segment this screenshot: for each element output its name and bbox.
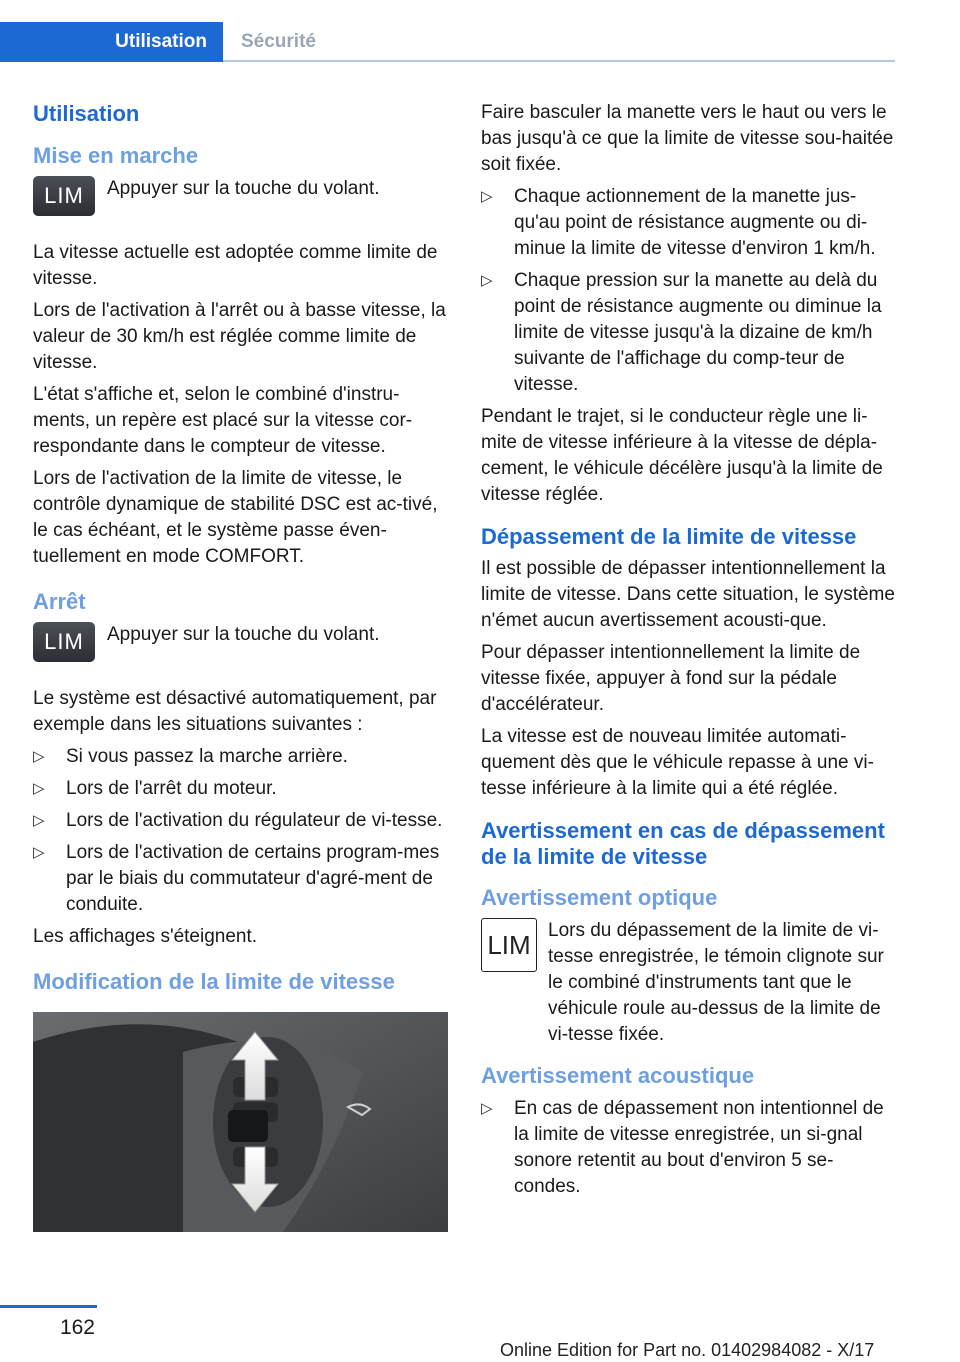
triangle-bullet-icon: ▷ bbox=[33, 780, 45, 797]
paragraph: Les affichages s'éteignent. bbox=[33, 926, 258, 947]
avertissement-heading: Avertissement en cas de dépassement de la limite de vitesse bbox=[481, 818, 885, 869]
lim-button-icon: LIM bbox=[33, 176, 95, 216]
paragraph: Lors de l'activation de la limite de vitesse, le contrôle dynamique de stabilité DSC est ac-tivé, le cas échéant, et le système passe éven-tuellement en mode COMFORT. bbox=[33, 468, 438, 567]
triangle-bullet-icon: ▷ bbox=[33, 844, 45, 861]
tab-divider bbox=[223, 60, 895, 62]
optique-instruction bbox=[481, 918, 896, 1048]
footer-rule bbox=[0, 1305, 97, 1308]
edition-note: Online Edition for Part no. 01402984082 - X/17 bbox=[500, 1340, 875, 1360]
acoustique-list bbox=[481, 1096, 896, 1200]
chapter-tabs bbox=[0, 22, 895, 62]
list-item: ▷ Lors de l'arrêt du moteur. bbox=[33, 776, 448, 802]
instruction-text: Lors du dépassement de la limite de vi-tesse enregistrée, le témoin clignote sur le combiné d'instruments tant que le véhicule roule au-dessus de la limite de vi-tesse fixée. bbox=[548, 920, 884, 1045]
mise-en-marche-heading: Mise en marche bbox=[33, 143, 199, 168]
triangle-bullet-icon: ▷ bbox=[33, 748, 45, 765]
tab-securite[interactable]: Sécurité bbox=[241, 31, 316, 52]
left-column bbox=[33, 100, 448, 1240]
arret-instruction bbox=[33, 622, 448, 682]
paragraph: Le système est désactivé automatiquement, par exemple dans les situations suivantes : bbox=[33, 688, 437, 735]
list-item: ▷ Chaque pression sur la manette au delà du point de résistance augmente ou diminue la limite de vitesse jusqu'à la dizaine de km/h suivante de l'affichage du comp-teur de vitesse. bbox=[481, 270, 882, 395]
steering-wheel-photo bbox=[33, 1012, 448, 1232]
paragraph: L'état s'affiche et, selon le combiné d'instru-ments, un repère est placé sur la vitesse cor-respondante dans le compteur de vitesse. bbox=[33, 384, 413, 457]
paragraph: La vitesse actuelle est adoptée comme limite de vitesse. bbox=[33, 242, 438, 289]
lim-button-icon: LIM bbox=[33, 622, 95, 662]
list-item: ▷ Si vous passez la marche arrière. bbox=[33, 744, 448, 770]
paragraph: Lors de l'activation à l'arrêt ou à basse vitesse, la valeur de 30 km/h est réglée comme limite de vitesse. bbox=[33, 300, 446, 373]
paragraph: Il est possible de dépasser intentionnellement la limite de vitesse. Dans cette situation, le système n'émet aucun avertissement acousti-que. bbox=[481, 558, 895, 631]
list-item: ▷ Lors de l'activation du régulateur de vi-tesse. bbox=[33, 808, 448, 834]
deactivation-list bbox=[33, 744, 448, 918]
depassement-heading: Dépassement de la limite de vitesse bbox=[481, 524, 857, 549]
paragraph: Pour dépasser intentionnellement la limite de vitesse fixée, appuyer à fond sur la pédale d'accélérateur. bbox=[481, 642, 861, 715]
modification-heading: Modification de la limite de vitesse bbox=[33, 969, 395, 994]
list-item: ▷ En cas de dépassement non intentionnel de la limite de vitesse enregistrée, un si-gnal sonore retentit au bout d'environ 5 se-condes. bbox=[481, 1098, 884, 1197]
paragraph: La vitesse est de nouveau limitée automati-quement dès que le véhicule repasse à une vi-tesse inférieure à la limite qui a été réglée. bbox=[481, 726, 874, 799]
adjustment-list bbox=[481, 184, 896, 398]
page-number: 162 bbox=[59, 1316, 95, 1339]
triangle-bullet-icon: ▷ bbox=[481, 1100, 493, 1117]
instruction-text: Appuyer sur la touche du volant. bbox=[107, 178, 380, 199]
arret-heading: Arrêt bbox=[33, 589, 86, 614]
triangle-bullet-icon: ▷ bbox=[481, 188, 493, 205]
triangle-bullet-icon: ▷ bbox=[33, 812, 45, 829]
right-column bbox=[481, 100, 896, 1206]
section-title: Utilisation bbox=[33, 101, 140, 126]
paragraph: Faire basculer la manette vers le haut ou vers le bas jusqu'à ce que la limite de vitesse sou-haitée soit fixée. bbox=[481, 102, 894, 175]
paragraph: Pendant le trajet, si le conducteur règle une li-mite de vitesse inférieure à la vitesse de dépla-cement, le véhicule décélère jusqu'à la limite de vitesse réglée. bbox=[481, 406, 883, 505]
avertissement-acoustique-heading: Avertissement acoustique bbox=[481, 1063, 755, 1088]
tab-utilisation[interactable]: Utilisation bbox=[0, 22, 223, 62]
mise-en-marche-instruction bbox=[33, 176, 448, 236]
instruction-text: Appuyer sur la touche du volant. bbox=[107, 624, 380, 645]
avertissement-optique-heading: Avertissement optique bbox=[481, 885, 718, 910]
list-item: ▷ Chaque actionnement de la manette jus-qu'au point de résistance augmente ou di-minue la limite de vitesse d'environ 1 km/h. bbox=[481, 186, 876, 259]
lim-indicator-icon: LIM bbox=[481, 918, 537, 972]
triangle-bullet-icon: ▷ bbox=[481, 272, 493, 289]
list-item: ▷ Lors de l'activation de certains program-mes par le biais du commutateur d'agré-ment de conduite. bbox=[33, 842, 440, 915]
